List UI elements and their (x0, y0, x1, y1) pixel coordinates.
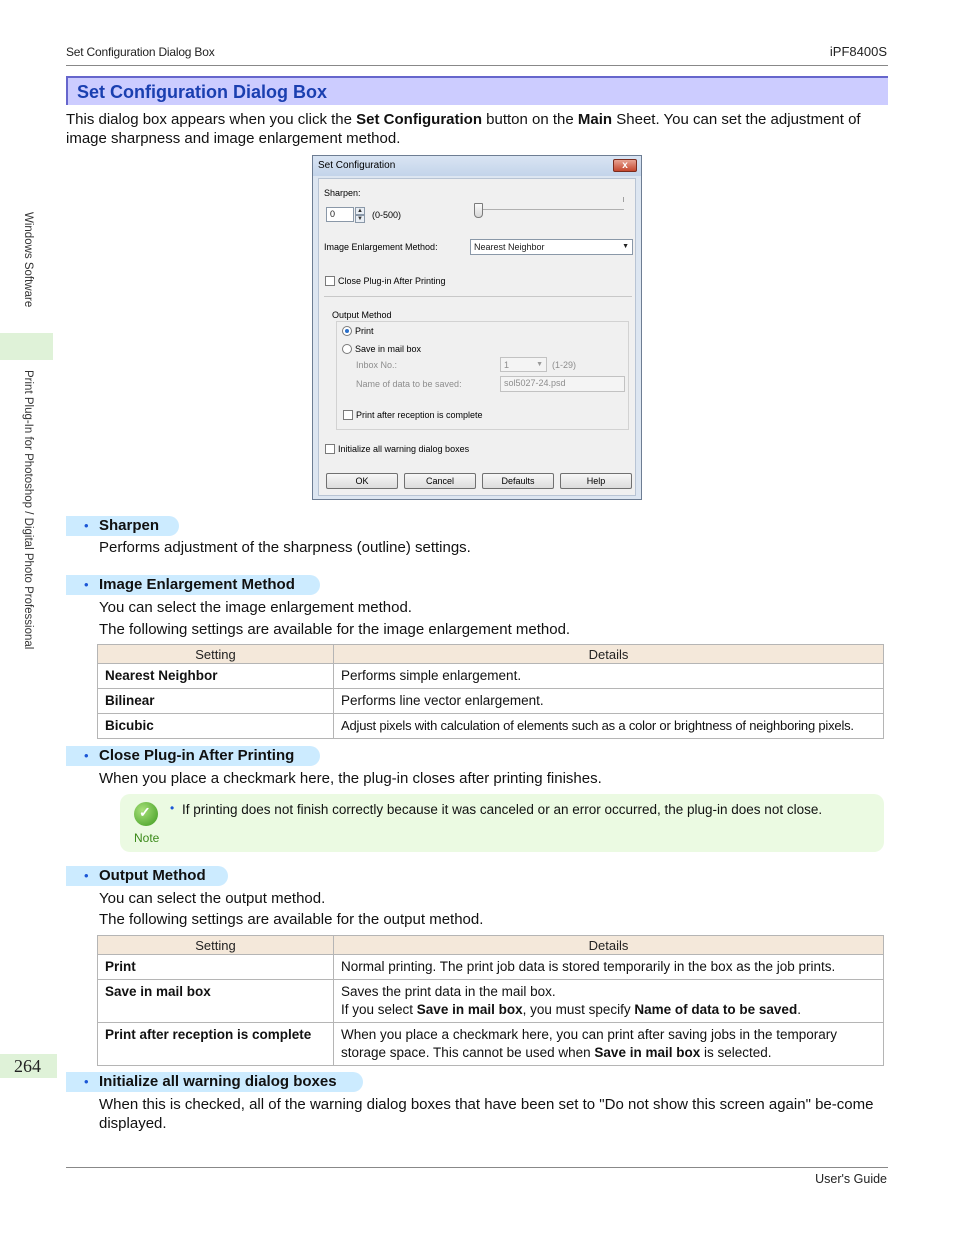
init-warning-desc: When this is checked, all of the warning dialog boxes that have been set to "Do not show this screen again" be-come displayed. (99, 1096, 874, 1132)
sharpen-slider-thumb[interactable] (474, 203, 483, 218)
table-cell: Print (98, 955, 334, 980)
note-text: If printing does not finish correctly because it was canceled or an error occurred, the plug-in does not close. (182, 802, 823, 817)
set-configuration-dialog (312, 155, 642, 500)
table-cell: Nearest Neighbor (98, 664, 334, 689)
spin-down-icon[interactable]: ▼ (355, 215, 365, 223)
bullet-icon: • (84, 518, 89, 533)
enlargement-desc-1: You can select the image enlargement method. (99, 599, 412, 616)
close-plugin-label: Close Plug-in After Printing (338, 276, 446, 286)
running-header-model: iPF8400S (829, 44, 887, 59)
dialog-title-bar (313, 156, 641, 176)
spin-up-icon[interactable]: ▲ (355, 207, 365, 215)
bullet-icon: • (84, 748, 89, 763)
enlargement-select[interactable]: Nearest Neighbor ▼ (470, 239, 633, 255)
slider-tick (623, 197, 624, 202)
table-cell: Bicubic (98, 714, 334, 739)
section-title: Set Configuration Dialog Box (77, 82, 327, 102)
table-cell: Bilinear (98, 689, 334, 714)
table-row (98, 955, 884, 980)
heading-close-plugin: • Close Plug-in After Printing (66, 746, 320, 766)
bullet-icon: • (84, 1074, 89, 1089)
table-header: Setting (98, 645, 334, 664)
data-name-input[interactable]: sol5027-24.psd (500, 376, 625, 392)
footer-rule (66, 1167, 888, 1168)
sharpen-label: Sharpen: (324, 188, 361, 198)
table-header: Details (334, 936, 884, 955)
heading-enlargement: • Image Enlargement Method (66, 575, 320, 595)
table-cell: Performs simple enlargement. (334, 664, 884, 689)
inbox-range: (1-29) (552, 360, 577, 370)
defaults-button[interactable]: Defaults (482, 473, 554, 489)
bullet-icon: • (84, 868, 89, 883)
save-mailbox-label: Save in mail box (355, 344, 422, 354)
table-row (98, 714, 884, 739)
data-name-label: Name of data to be saved: (356, 379, 462, 389)
side-tab-highlight (0, 333, 53, 360)
table-header-row (98, 645, 884, 664)
print-after-checkbox[interactable] (343, 410, 353, 420)
table-row (98, 664, 884, 689)
table-cell: Saves the print data in the mail box. If you select Save in mail box, you must specify Name of data to be saved. (334, 980, 884, 1023)
table-cell: Normal printing. The print job data is stored temporarily in the box as the job prints. (334, 955, 884, 980)
inbox-label: Inbox No.: (356, 360, 398, 370)
close-icon[interactable]: x (613, 159, 637, 172)
table-row (98, 1023, 884, 1066)
intro-paragraph: This dialog box appears when you click the Set Configuration button on the Main Sheet. You can set the adjustment of image sharpness and image enlargement method. (66, 111, 861, 147)
section-title-bar (66, 76, 888, 105)
table-cell: Performs line vector enlargement. (334, 689, 884, 714)
heading-output-method: • Output Method (66, 866, 228, 886)
table-header: Details (334, 645, 884, 664)
header-rule (66, 65, 888, 66)
print-radio[interactable] (342, 326, 352, 336)
page-number: 264 (14, 1056, 41, 1076)
table-cell: Print after reception is complete (98, 1023, 334, 1066)
sharpen-desc: Performs adjustment of the sharpness (outline) settings. (99, 539, 471, 556)
output-desc-1: You can select the output method. (99, 890, 326, 907)
print-radio-label: Print (355, 326, 374, 336)
enlargement-label: Image Enlargement Method: (324, 242, 438, 252)
dialog-title: Set Configuration (318, 160, 396, 171)
output-table (97, 935, 884, 1066)
print-after-label: Print after reception is complete (356, 410, 483, 420)
table-header: Setting (98, 936, 334, 955)
bullet-icon: • (84, 577, 89, 592)
table-row (98, 689, 884, 714)
side-tab-windows-software[interactable]: Windows Software (22, 212, 34, 308)
init-warning-checkbox[interactable] (325, 444, 335, 454)
note-box (120, 794, 884, 852)
note-label: Note (134, 831, 160, 845)
init-warning-label: Initialize all warning dialog boxes (338, 444, 470, 454)
side-tab-print-plugin[interactable]: Print Plug-In for Photoshop / Digital Photo Professional (22, 370, 34, 650)
table-row (98, 980, 884, 1023)
sharpen-range: (0-500) (372, 210, 402, 220)
enlargement-desc-2: The following settings are available for the image enlargement method. (99, 621, 571, 638)
dialog-body (318, 178, 636, 496)
close-plugin-checkbox[interactable] (325, 276, 335, 286)
inbox-select[interactable]: 1 ▼ (500, 357, 547, 372)
table-cell: Save in mail box (98, 980, 334, 1023)
output-method-label: Output Method (332, 310, 392, 320)
bullet-icon: • (170, 801, 175, 815)
running-header-title: Set Configuration Dialog Box (66, 45, 215, 59)
table-cell: Adjust pixels with calculation of elements such as a color or brightness of neighboring pixels. (334, 714, 884, 739)
enlargement-table (97, 644, 884, 739)
slider-track (474, 209, 624, 210)
help-button[interactable]: Help (560, 473, 632, 489)
output-desc-2: The following settings are available for the output method. (99, 911, 484, 928)
ok-button[interactable]: OK (326, 473, 398, 489)
dialog-separator (324, 296, 632, 297)
table-header-row (98, 936, 884, 955)
sharpen-input[interactable]: 0 (326, 207, 354, 222)
close-plugin-desc: When you place a checkmark here, the plug-in closes after printing finishes. (99, 770, 602, 787)
heading-init-warning: • Initialize all warning dialog boxes (66, 1072, 363, 1092)
note-pencil-icon: ✓ (134, 802, 158, 826)
heading-sharpen: • Sharpen (66, 516, 179, 536)
save-mailbox-radio[interactable] (342, 344, 352, 354)
cancel-button[interactable]: Cancel (404, 473, 476, 489)
table-cell: When you place a checkmark here, you can print after saving jobs in the temporary storage space. This cannot be used when Save in mail box is selected. (334, 1023, 884, 1066)
footer-guide: User's Guide (815, 1172, 887, 1186)
